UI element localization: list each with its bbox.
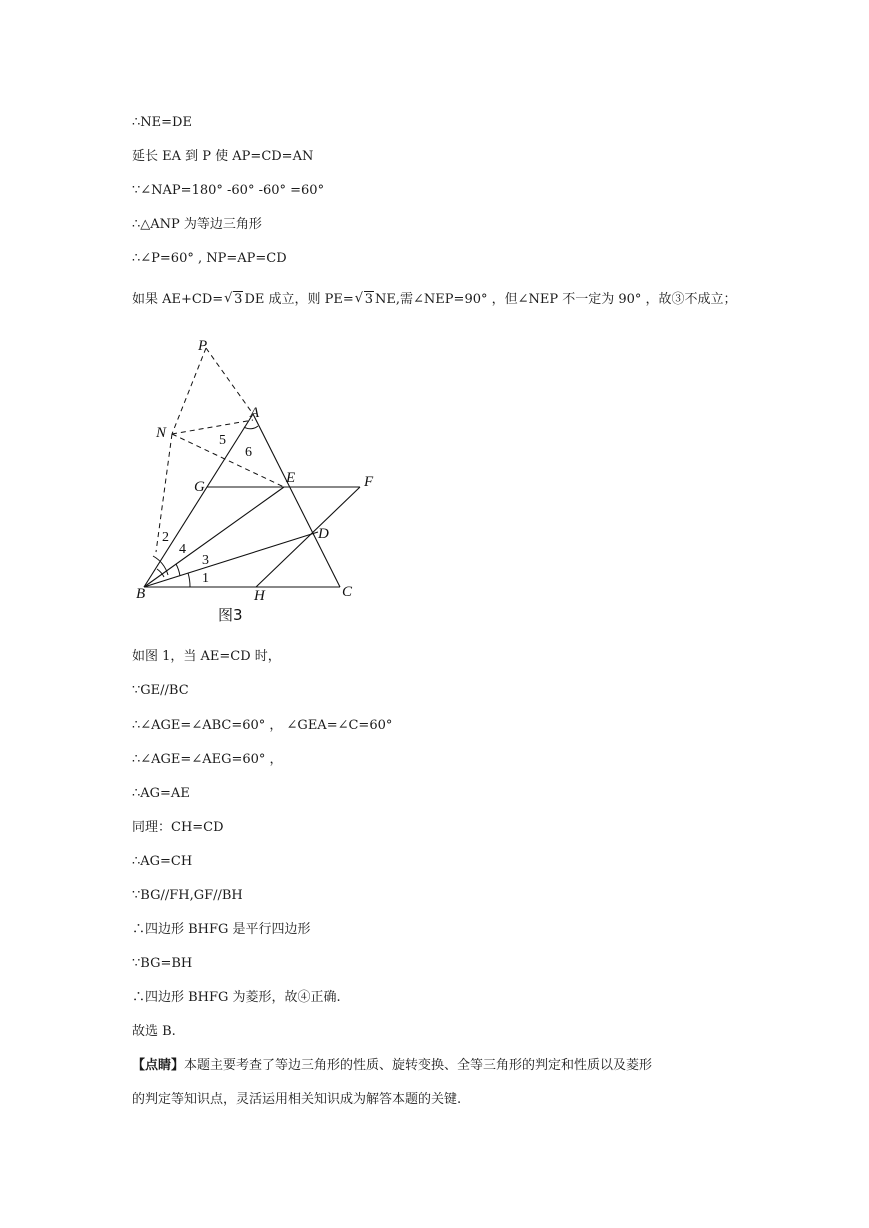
condition-part3: NE,需∠NEP=90° ，但∠NEP 不一定为 90° ，故③不成立； [375,292,737,307]
text-line-12: 同理：CH=CD [132,820,224,835]
text-line-1: ∴NE=DE [132,115,192,130]
figure-caption: 图3 [218,606,243,624]
sqrt-radicand-1: 3 [234,292,243,307]
text-line-15: ∴四边形 BHFG 是平行四边形 [132,922,311,937]
angle-number-3: 3 [202,553,209,568]
comment-line-1 [132,1057,652,1075]
angle-arc-6 [244,426,258,429]
angle-arc-1 [188,573,190,587]
angle-number-1: 1 [202,571,209,586]
label-A: A [250,405,260,421]
text-line-18: 故选 B. [132,1024,176,1039]
geometry-figure-3 [132,334,392,629]
segment-AC [253,414,340,587]
text-line-8: ∵GE//BC [132,683,189,698]
segment-PA-dashed [206,348,253,414]
label-F: F [364,474,374,490]
comment-line-2: 的判定等知识点，灵活运用相关知识成为解答本题的关键. [132,1092,462,1107]
label-H: H [254,588,265,604]
condition-line [132,291,737,309]
label-N: N [156,425,167,441]
label-D: D [318,526,329,542]
text-line-2: 延长 EA 到 P 使 AP=CD=AN [132,149,314,164]
text-line-11: ∴AG=AE [132,786,190,801]
segment-BD [144,532,318,587]
text-line-5: ∴∠P=60° , NP=AP=CD [132,251,287,266]
angle-arc-3 [176,564,180,576]
angle-number-6: 6 [245,445,252,460]
text-line-7: 如图 1，当 AE=CD 时， [132,649,281,664]
comment-bracket: 【点睛】 [132,1058,185,1073]
label-E: E [286,470,296,486]
segment-NA-dashed [172,420,253,434]
comment-text-1: 本题主要考查了等边三角形的性质、旋转变换、全等三角形的判定和性质以及菱形 [184,1058,653,1073]
angle-number-5: 5 [219,433,226,448]
sqrt-symbol-1 [224,291,243,309]
sqrt-radicand-2: 3 [364,292,374,307]
label-G: G [194,479,205,495]
angle-number-4: 4 [179,542,186,557]
label-C: C [342,584,353,600]
sqrt-symbol-2 [355,291,374,309]
segment-HF [256,487,360,587]
condition-part1: 如果 AE+CD= [132,292,224,307]
text-line-10: ∴∠AGE=∠AEG=60° ， [132,752,283,767]
label-P: P [198,338,208,354]
text-line-14: ∵BG//FH,GF//BH [132,888,243,903]
angle-number-2: 2 [162,530,169,545]
text-line-17: ∴四边形 BHFG 为菱形，故④正确. [132,990,341,1005]
segment-PN-dashed [172,348,206,434]
text-line-9: ∴∠AGE=∠ABC=60° ， ∠GEA=∠C=60° [132,718,393,733]
text-line-16: ∵BG=BH [132,956,193,971]
text-line-4: ∴△ANP 为等边三角形 [132,217,262,232]
condition-part2: DE 成立，则 PE= [244,292,354,307]
text-line-3: ∵∠NAP=180° -60° -60° =60° [132,183,325,198]
text-line-13: ∴AG=CH [132,854,193,869]
label-B: B [136,586,146,602]
